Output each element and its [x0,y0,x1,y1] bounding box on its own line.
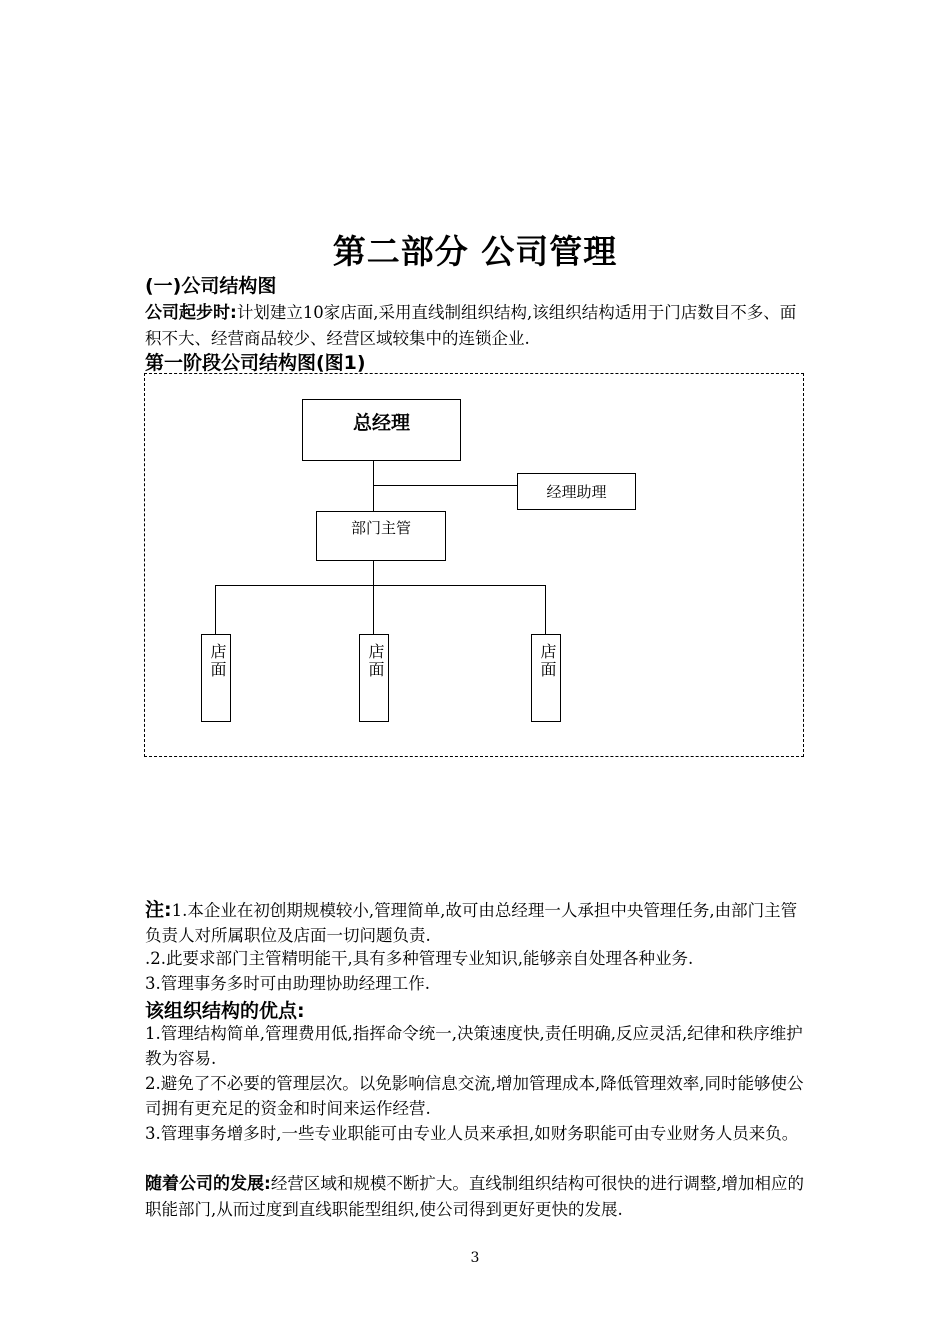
advantage-item-3: 3.管理事务增多时,一些专业职能可由专业人员来承担,如财务职能可由专业财务人员来负。 [145,1124,799,1143]
note-paragraph [145,898,810,948]
assistant-box [517,473,636,510]
connector-line [373,461,374,511]
start-text: 计划建立10家店面,采用直线制组织结构,该组织结构适用于门店数目不多、面积不大、经营商品较少、经营区域较集中的连锁企业. [145,303,797,348]
note-item-2: .2.此要求部门主管精明能干,具有多种管理专业知识,能够亲自处理各种业务. [145,949,694,968]
section-heading: (一)公司结构图 [145,275,277,297]
store-box [201,634,231,722]
dept-label: 部门主管 [350,519,411,537]
connector-line [215,585,216,634]
connector-line [373,561,374,585]
store-label: 店面 [538,643,557,679]
start-label: 公司起步时: [145,303,237,323]
connector-line [373,585,374,634]
assistant-label: 经理助理 [546,483,607,501]
diagram-caption: 第一阶段公司结构图(图1) [145,352,366,374]
connector-line [545,585,546,634]
store-box [531,634,561,722]
connector-line [373,485,517,486]
dept-box [316,511,446,561]
advantage-item-1: 1.管理结构简单,管理费用低,指挥命令统一,决策速度快,责任明确,反应灵活,纪律和秩序维护教为容易. [145,1024,803,1068]
store-label: 店面 [208,643,227,679]
note-item-3: 3.管理事务多时可由助理协助经理工作. [145,974,430,993]
org-chart [144,373,804,757]
advantage-item-2: 2.避免了不必要的管理层次。以免影响信息交流,增加管理成本,降低管理效率,同时能够使公司拥有更充足的资金和时间来运作经营. [145,1074,804,1118]
store-label: 店面 [366,643,385,679]
development-label: 随着公司的发展: [145,1174,271,1194]
store-box [359,634,389,722]
connector-line [215,585,546,586]
note-label: 注: [145,899,172,921]
note-item-1: 1.本企业在初创期规模较小,管理简单,故可由总经理一人承担中央管理任务,由部门主管负责人对所属职位及店面一切问题负责. [145,901,798,945]
advantages-heading: 该组织结构的优点: [145,1000,305,1022]
page-number: 3 [470,1250,480,1266]
page-title: 第二部分 公司管理 [332,232,618,271]
gm-label: 总经理 [352,412,410,434]
development-paragraph [145,1171,810,1222]
development-text: 经营区域和规模不断扩大。直线制组织结构可很快的进行调整,增加相应的职能部门,从而过度到直线职能型组织,使公司得到更好更快的发展. [145,1174,805,1219]
gm-box [302,399,461,461]
start-paragraph [145,300,810,351]
